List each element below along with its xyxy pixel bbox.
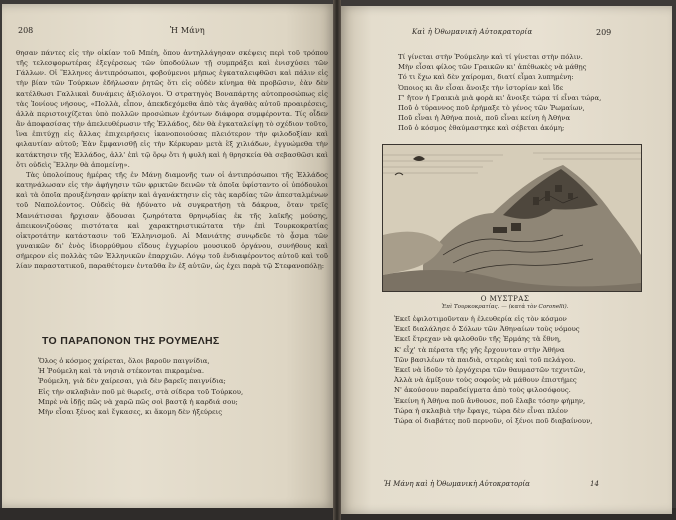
prose-paragraph-1: θησαν πάντες εἰς τὴν οἰκίαν τοῦ Μπέη, ὅπου ἀντηλλάγησαν σκέψεις περὶ τοῦ τρόπου τῆς τελεσφορωτέρας ἐξεγέρσεως τῶν ὑποδούλων τῇ συμπράξει καὶ ἐνισχύσει τῶν Γάλλων. Οἱ Ἕλληνες ἀντιπρόσωποι, φοβούμενοι μήπως ἐγκαταλειφθῶσι καὶ πάλιν εἰς τὴν βίαν τῶν Τούρκων ἐδήλωσαν ῥητῶς ὅτι εἰς οὐδὲν κίνημα θὰ προβῶσιν, ἐὰν δὲν κατέλθωσι Γαλλικαὶ δυνάμεις ἀξιόλογοι. Ὁ στρατηγὸς Βοναπάρτης αὐτοπροσώπως εἰς τὰς Ἰονίους νήσους, «Πολλὰ, εἶπον, ἀπεκδεχόμεθα ἀπὸ τὰς ἀγαθὰς αὐτοῦ προαιρέσεις, ἀλλὰ περιστοιχίζεται ὑπὸ πολλῶν προσώπων ἐχόντων διάφορα συμφέροντα. Τίς οἶδεν ἂν ἀποφασίσας τὴν ἀπελευθέρωσιν τῆς Ἑλλάδος, δὲν θὰ ἐγκαταλείψῃ τὸ σχέδιον τοῦτο, ἵνα ἐπιτύχῃ εἰς ἄλλας ἐπιχειρήσεις ἱκανοποιούσας πλειότερον τὴν φιλοδοξίαν καὶ φιλαυτίαν αὐτοῦ; Ἐὰν ἔμφανισθῇ εἰς τὴν Κέρκυραν μετὰ ἓξ χιλιάδων, ἐγγυώμεθα τὴν κατάκτησιν τῆς Ἑλλάδος, ἀλλ' ἐπὶ τῷ ὅρῳ ὅτι ἡ φυλὴ καὶ ἡ θρησκεία θὰ σεβασθῶσι καὶ ὅτι οὐδεὶς Ἕλλην θὰ ἀπομείνῃ».: [16, 49, 328, 169]
poem-line: Ἐκεῖ ἔτρεχαν νὰ φιλοθοῦν τῆς Ἑρμάης τὰ ἔθνη,: [394, 335, 562, 344]
poem-line: Τῶν βασιλέων τὰ παιδιὰ, στερεὰς καὶ τοῦ πελάγου.: [394, 355, 576, 364]
poem-line: Ποῦ ὁ κόσμος ἐθαύμαστηκε καὶ σέβεται ἀκόμη;: [398, 124, 565, 133]
poem-line: Μπρὲ νὰ ἰδῇς πῶς νὰ χαρῶ πῶς σοὶ βαστᾷ ἡ καρδιά σου;: [38, 397, 238, 406]
illustration-caption: Ο ΜΥΣΤΡΑΣ: [480, 295, 530, 303]
poem-line: Ἐκείνη ἡ Ἀθήνα ποῦ ἄνθουσε, ποῦ ἔλαβε τόσην φήμην,: [394, 396, 586, 405]
signature-mark: 14: [590, 480, 599, 488]
poem-line: Ποῦ εἶναι ἡ Ἀθήνα ποιὰ, ποῦ εἶναι κείνη ἡ Ἀθήνα: [398, 114, 571, 123]
poem-line: Γ' ἤτον ἡ Γραικιὰ μιὰ φορὰ κι' ἄνοιξε τώρα τί εἶναι τώρα,: [398, 93, 602, 102]
poem-line: Τώρα οἱ διαβάτες ποῦ περνοῦν, οἱ ξένοι ποῦ διαβαίνουν,: [394, 416, 593, 425]
poem-line: Ἀλλὰ νὰ ἀμίξουν τοὺς σοφοὺς νὰ μάθουν ἐπιστήμες: [394, 376, 577, 385]
left-prose: [16, 48, 328, 271]
poem-line: Εἰς τὴν σκλαβιὰν ποῦ μὲ θωρεῖς, στὰ σίδερα τοῦ Τούρκου,: [38, 387, 244, 396]
poem-line: Ἐκεῖ ἐφιλοτιμοῦνταν ἡ ἐλευθερία εἰς τὸν κόσμον: [394, 315, 567, 323]
left-page: [2, 4, 336, 508]
engraving-illustration: [383, 145, 641, 291]
poem-line: Τό τι ἔχω καὶ δὲν χαίρομαι, διατί εἶμαι λυπημένη:: [398, 73, 574, 82]
poem-line: Τώρα ἡ σκλαβιὰ τὴν ἔφαγε, τώρα δὲν εἶναι πλέον: [394, 406, 568, 415]
poem-line: Ὅλος ὁ κόσμος χαίρεται, ὅλοι βαροῦν παιγνίδια,: [38, 357, 210, 365]
illustration-subcaption: Ἐπὶ Τουρκοκρατίας. — (κατὰ τὸν Coronelli).: [441, 304, 569, 310]
poem-line: Ὁποιος κι ἂν εἶσαι ἄνοιξε τὴν ἱστορίαν καὶ ἴδε: [398, 83, 564, 92]
right-running-head: Καὶ ἡ Ὀθωμανικὴ Αὐτοκρατορία: [412, 28, 533, 36]
poem-line: Ἡ Ῥούμελη καὶ τὰ νησιὰ στέκονται πικραμένα.: [38, 367, 205, 376]
book-gutter: [333, 0, 341, 520]
poem-line: Ἐκεῖ νὰ ἰδοῦν τὸ ἐργόχειρα τῶν θαυμαστῶν τεχνιτῶν,: [394, 365, 586, 374]
prose-paragraph-2: Τὰς ὑπολοίπους ἡμέρας τῆς ἐν Μάνῃ διαμονῆς των οἱ ἀντιπρόσωποι τῆς Ἑλλάδος κατηνάλωσαν εἰς τὴν ἀφήγησιν τῶν φρικτῶν δεινῶν τὰ ὁποῖα ὑφίσταντο οἱ ὑπόδουλοι καὶ τὰ ὁποῖα προυξένησαν φρίκην καὶ ἀγανάκτησιν εἰς τὰς καρδίας τῶν ἀπεσταλμένων τοῦ Ναπολέοντος. Οὐδεὶς θὰ ἠδύνατο νὰ συγκρατήσῃ τὰ δάκρυα, ὅταν τρεῖς Μανιάτισσαι ἤρχισαν ᾄδουσαι ζωηρότατα θρηνῳδίας ἐκ τῆς λαϊκῆς μούσης, ἀπεικονιζούσας πιστότατα καὶ χαρακτηριστικώτατα τὴν ἐπὶ Τουρκοκρατίας οἰκτροτάτην κατάστασιν τοῦ Ἑλληνισμοῦ. Αἱ Μανιάτης συνῳδεῦε τὸ ᾆσμα τῶν γυναικῶν δι' ἑνὸς ἰδιορρύθμου εἴδους ἐγχωρίου μουσικοῦ ὀργάνου, συνήθους καὶ σήμερον εἰς πολλὰς τῶν Ἑλληνικῶν ἐπαρχιῶν. Λόγῳ τοῦ ἐνδιαφέροντος αὐτοῦ καὶ τοῦ λίαν παραστατικοῦ, παραθέτομεν ἐνταῦθα ἓν ἐξ αὐτῶν, ὡς ἐχει παρὰ τῷ Στεφανοπόλῃ:: [16, 170, 328, 271]
right-page: [338, 6, 672, 514]
poem-title: ΤΟ ΠΑΡΑΠΟΝΟΝ ΤΗΣ ΡΟΥΜΕΛΗΣ: [42, 335, 220, 347]
left-poem: [38, 356, 243, 417]
poem-line: Ῥούμελη, γιὰ δὲν χαίρεσαι, γιὰ δὲν βαρεῖς παιγνίδια;: [38, 377, 226, 386]
right-footer: Ἡ Μάνη καὶ ἡ Ὀθωμανικὴ Αὐτοκρατορία: [384, 480, 530, 488]
poem-line: Κ' εἶχ' τὰ πέρατα τῆς γῆς ἔρχουνταν στὴν Ἀθήνα: [394, 345, 565, 354]
poem-line: Μὴν εἶσαι φίλος τῶν Γραικῶν κι' ἀπέθωκὲς νὰ μάθῃς: [398, 63, 587, 72]
poem-line: Ν' ἀκούσουν παραδείγματα ἀπὸ τοὺς φιλοσόφους.: [394, 386, 571, 395]
poem-line: Ἐκεῖ διαλάλησε ὁ Σόλων τῶν Ἀθηναίων τοὺς νόμους: [394, 325, 580, 334]
poem-line: Τί γίνεται στὴν Ῥούμελην καὶ τί γίνεται στὴν πόλιν.: [398, 53, 583, 61]
left-page-number: 208: [18, 26, 34, 35]
right-poem-top: [398, 52, 601, 134]
right-page-number: 209: [596, 28, 612, 37]
left-running-head: Ἡ Μάνη: [170, 26, 205, 35]
right-poem-bottom: [394, 314, 592, 426]
poem-line: Μὴν εἶσαι ξένος καὶ ἔγκασες, κι ἄκομη δὲν ἠξεύρεις: [38, 407, 223, 416]
poem-line: Ποῦ ὁ τύραννος ποῦ ἐρήμαξε τὸ γένος τῶν Ῥωμαίων,: [398, 103, 585, 112]
mystras-engraving: [382, 144, 642, 292]
